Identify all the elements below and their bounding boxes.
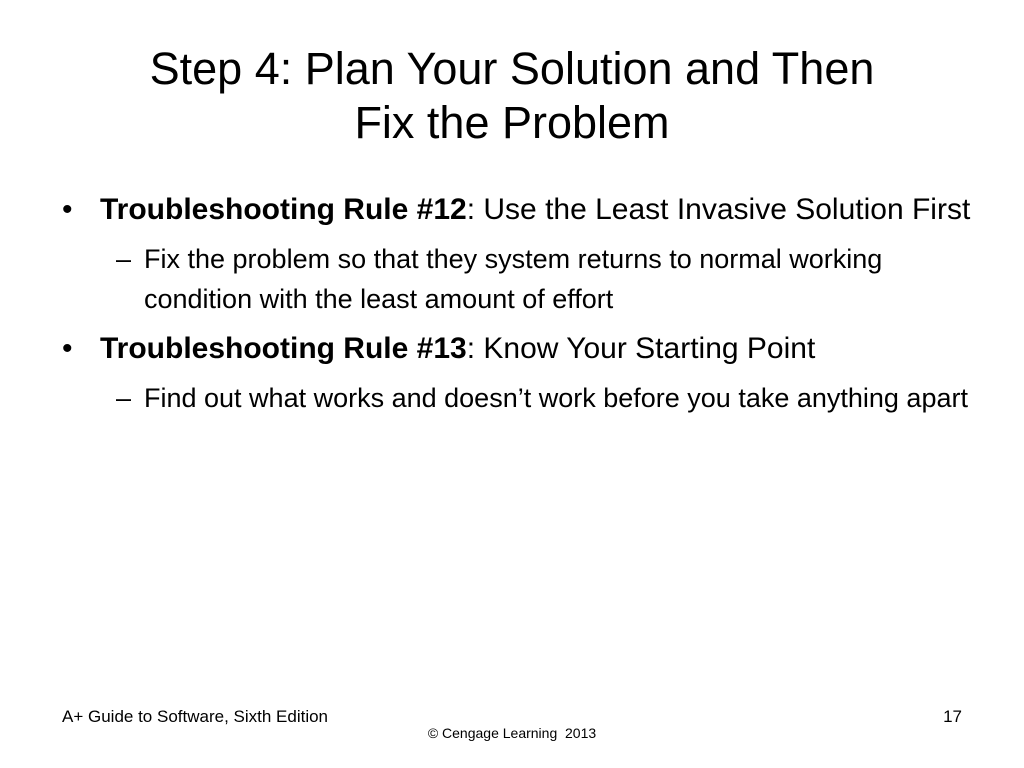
footer-book-title: A+ Guide to Software, Sixth Edition (62, 707, 329, 726)
footer-copyright: © Cengage Learning 2013 (427, 725, 597, 741)
slide-title-line-1: Step 4: Plan Your Solution and Then (149, 43, 875, 94)
slide-title-line-2: Fix the Problem (354, 97, 670, 148)
bullet-rule-12-heading: Troubleshooting Rule #12 (100, 193, 467, 226)
bullet-marker: • (62, 193, 73, 226)
slide-title (60, 42, 964, 150)
bullet-rule-13 (62, 327, 972, 370)
sub-bullet-rule-12-text: Fix the problem so that they system returns to normal working condition with the least amount of effort (144, 244, 883, 314)
bullet-rule-13-heading: Troubleshooting Rule #13 (100, 332, 467, 365)
sub-bullet-rule-13 (116, 378, 972, 418)
bullet-rule-12 (62, 188, 972, 231)
sub-bullet-marker: – (116, 244, 132, 274)
bullet-rule-13-text: : Know Your Starting Point (466, 332, 816, 365)
footer-page-number: 17 (943, 707, 962, 726)
bullet-rule-12-text: : Use the Least Invasive Solution First (466, 193, 971, 226)
slide-content (62, 188, 972, 426)
sub-bullet-marker: – (116, 383, 132, 413)
bullet-marker: • (62, 332, 73, 365)
sub-bullet-rule-12 (116, 239, 972, 319)
sub-bullet-rule-13-text: Find out what works and doesn’t work before you take anything apart (144, 383, 968, 413)
